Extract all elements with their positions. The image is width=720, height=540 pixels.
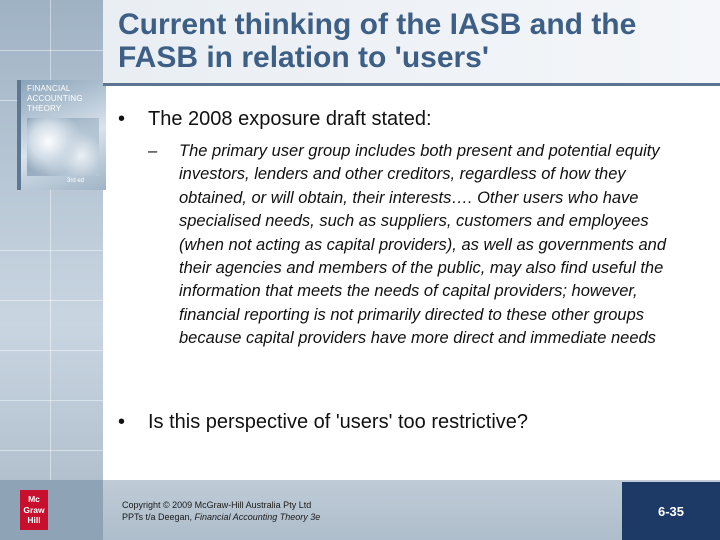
page-number: 6-35 — [657, 503, 685, 519]
sidebar-tile — [0, 250, 103, 301]
sidebar-tile — [0, 200, 103, 251]
bullet-text: The 2008 exposure draft stated: — [148, 108, 432, 130]
title-rule — [103, 83, 720, 86]
sidebar-tile — [0, 400, 103, 451]
footer-copyright — [122, 499, 320, 523]
sidebar-tile — [0, 0, 103, 51]
sub-bullet-quote: The primary user group includes both present and potential equity investors, lenders and other creditors, regardless of how they obtained, or will obtain, their interests…. Other users who have specialised needs, such as suppliers, customers and employees (when not acting as capital providers), as well as governments and their agencies and members of the public, may also find useful the information that meets the needs of capital providers; however, financial reporting is not primarily directed to these other groups because capital providers have more direct and immediate needs — [179, 142, 666, 348]
copyright-line: Copyright © 2009 McGraw-Hill Australia Pty Ltd — [122, 500, 312, 510]
sidebar-grid-line — [50, 0, 51, 480]
sub-bullet-item — [148, 140, 688, 351]
logo-text-line: Hill — [27, 515, 41, 526]
ppt-credit-prefix: PPTs t/a Deegan, — [122, 512, 195, 522]
sidebar-tile — [0, 350, 103, 401]
bullet-marker: • — [118, 411, 126, 433]
page-number-box — [622, 482, 720, 540]
bullet-item — [118, 107, 708, 131]
book-cover-title: FINANCIAL ACCOUNTING THEORY — [27, 84, 83, 113]
slide-title: Current thinking of the IASB and the FASB in relation to 'users' — [118, 8, 637, 74]
mcgraw-hill-logo — [20, 490, 48, 530]
book-cover-edition: 3rd ed — [67, 178, 85, 184]
logo-strip — [0, 480, 103, 540]
book-cover-image — [17, 80, 106, 190]
bullet-text: Is this perspective of 'users' too restrictive? — [148, 411, 529, 433]
bullet-marker: • — [118, 108, 126, 130]
logo-text-line: Mc — [28, 494, 40, 505]
logo-text-line: Graw — [23, 504, 45, 515]
book-cover-art — [27, 118, 99, 176]
book-title: Financial Accounting Theory 3e — [194, 512, 321, 522]
sidebar-tile — [0, 300, 103, 351]
ppt-credit-line — [122, 511, 320, 523]
sub-bullet-marker: – — [148, 142, 158, 160]
bullet-item — [118, 410, 708, 434]
